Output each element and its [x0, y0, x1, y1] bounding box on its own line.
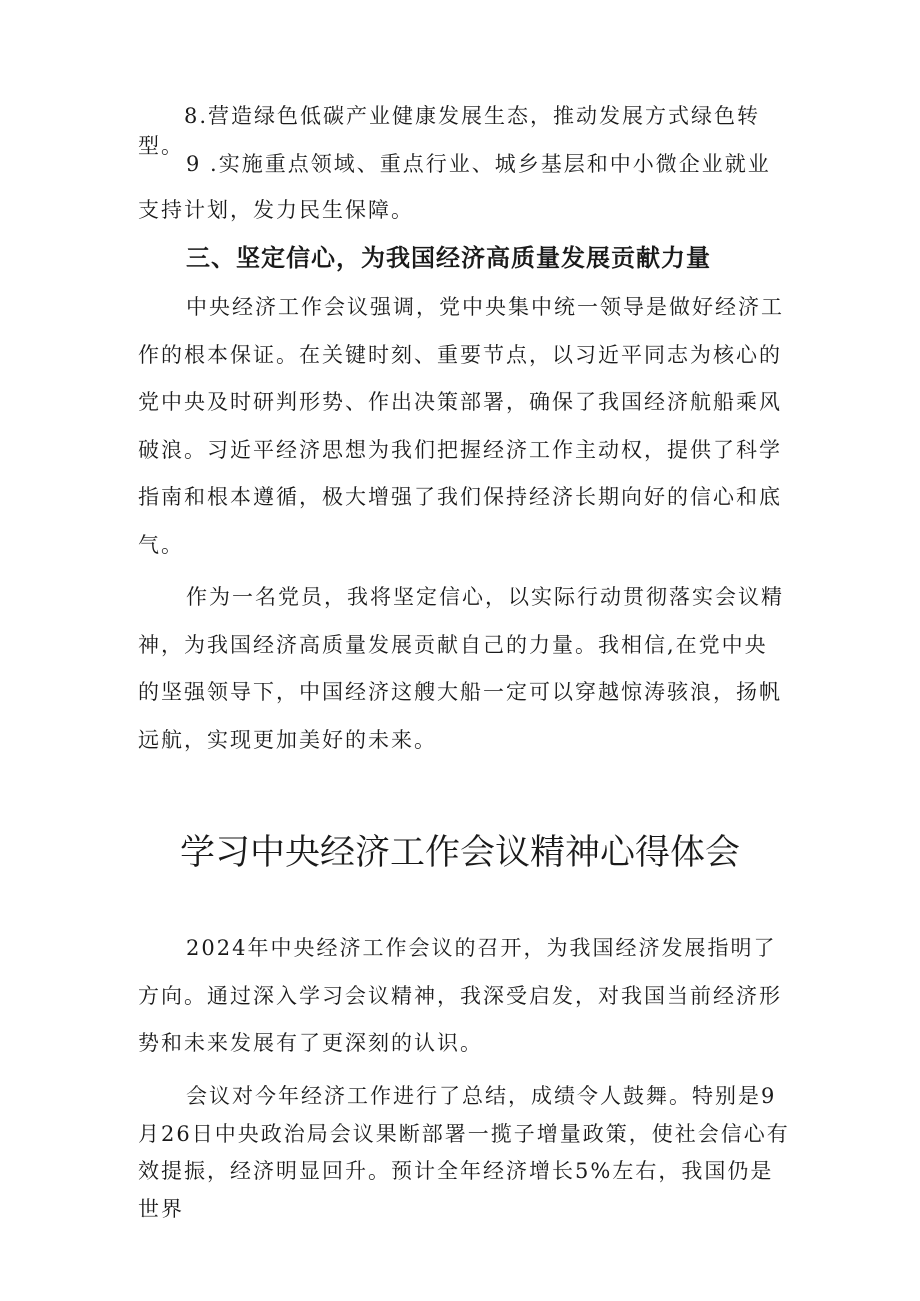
article-paragraph-2: 会议对今年经济工作进行了总结，成绩令人鼓舞。特别是9月26日中央政治局会议果断部署一揽子增量政策，使社会信心有效提振，经济明显回升。预计全年经济增长5%左右，我国仍是世界	[138, 1084, 790, 1221]
article-paragraph-1: 2024年中央经济工作会议的召开，为我国经济发展指明了方向。通过深入学习会议精神，我深受启发，对我国当前经济形势和未来发展有了更深刻的认识。	[138, 936, 782, 1055]
section-heading: 三、坚定信心，为我国经济高质量发展贡献力量	[186, 244, 711, 272]
list-item-9: 9 .实施重点领域、重点行业、城乡基层和中小微企业就业支持计划，发力民生保障。	[138, 152, 771, 222]
section-paragraph-2: 作为一名党员，我将坚定信心，以实际行动贯彻落实会议精神，为我国经济高质量发展贡献自己的力量。我相信,在党中央的坚强领导下，中国经济这艘大船一定可以穿越惊涛骇浪，扬帆远航，实现更加美好的未来。	[138, 585, 784, 752]
article-title: 学习中央经济工作会议精神心得体会	[179, 833, 740, 873]
list-item-8: 8.营造绿色低碳产业健康发展生态，推动发展方式绿色转型。	[138, 104, 761, 158]
section-paragraph-1: 中央经济工作会议强调，党中央集中统一领导是做好经济工作的根本保证。在关键时刻、重要节点，以习近平同志为核心的党中央及时研判形势、作出决策部署，确保了我国经济航船乘风破浪。习近平经济思想为我们把握经济工作主动权，提供了科学指南和根本遵循，极大增强了我们保持经济长期向好的信心和底气。	[138, 295, 784, 557]
